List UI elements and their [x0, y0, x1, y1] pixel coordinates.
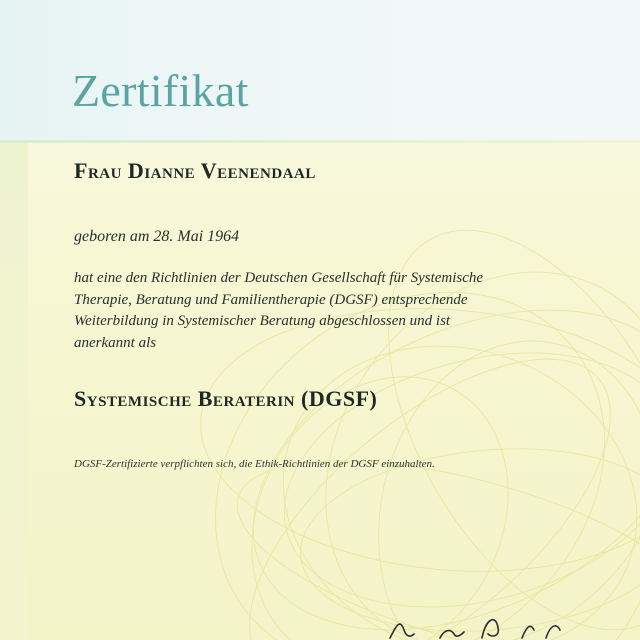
statement-line-2: Therapie, Beratung und Familientherapie (DGSF) entsprechende [74, 291, 468, 308]
certificate-statement [74, 268, 594, 354]
degree-title: Systemische Beraterin (DGSF) [74, 386, 378, 411]
signature-mark [370, 608, 570, 640]
statement-line-1: hat eine den Richtlinien der Deutschen Gesellschaft für Systemische [74, 270, 484, 286]
ethics-footnote: DGSF-Zertifizierte verpflichten sich, die Ethik-Richtlinien der DGSF einzuhalten. [74, 458, 435, 470]
statement-line-3: Weiterbildung in Systemischer Beratung abgeschlossen und ist [74, 313, 451, 329]
statement-line-4: anerkannt als [74, 334, 157, 351]
left-margin-strip [0, 143, 28, 640]
birth-date-line: geboren am 28. Mai 1964 [74, 228, 240, 245]
certificate-title: Zertifikat [72, 65, 249, 116]
recipient-name: Frau Dianne Veenendaal [74, 158, 316, 183]
header-divider [0, 140, 640, 143]
